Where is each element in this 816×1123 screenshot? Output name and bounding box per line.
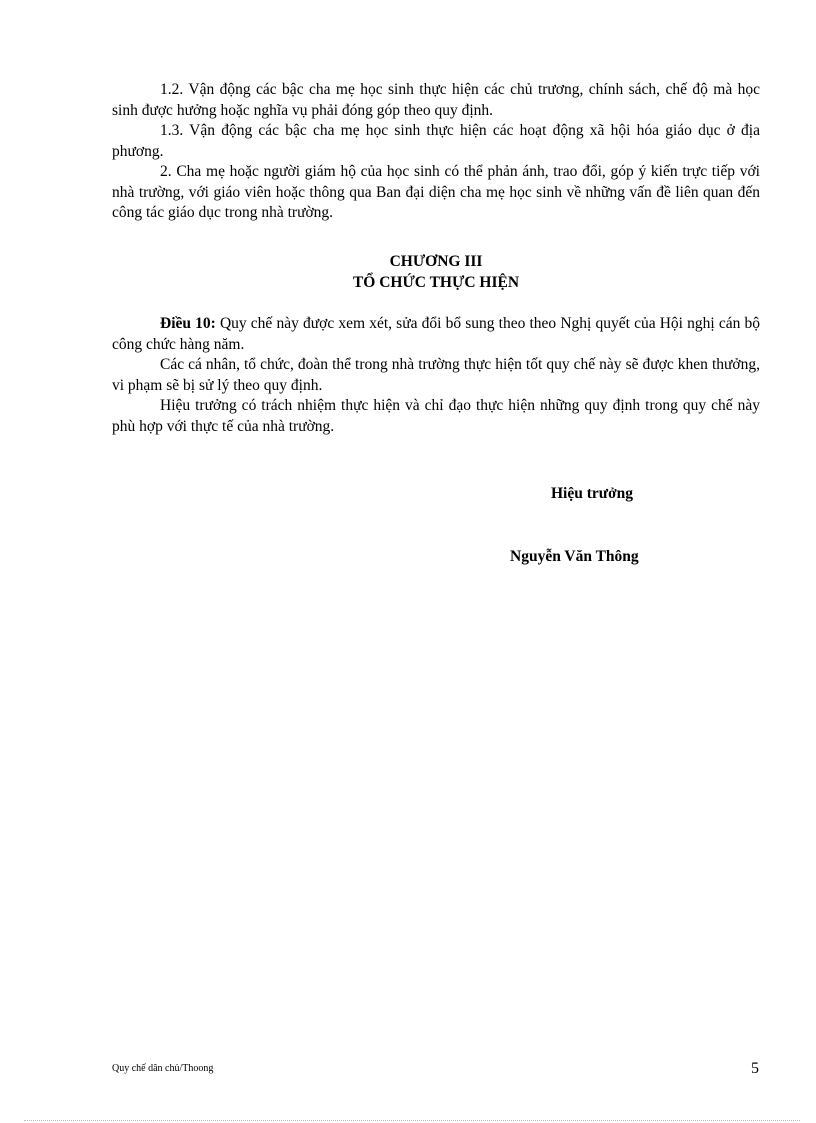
article-paragraph-rewards: Các cá nhân, tổ chức, đoàn thể trong nhà trường thực hiện tốt quy chế này sẽ được khen thưởng, vi phạm sẽ bị sử lý theo quy định.: [112, 356, 760, 394]
paragraph-1-3: 1.3. Vận động các bậc cha mẹ học sinh thực hiện các hoạt động xã hội hóa giáo dục ở địa phương.: [112, 122, 760, 160]
article-paragraph-responsibility: Hiệu trưởng có trách nhiệm thực hiện và chỉ đạo thực hiện những quy định trong quy chế này phù hợp với thực tế của nhà trường.: [112, 397, 760, 435]
article-label: Điều 10:: [160, 315, 216, 332]
article-10-section: [112, 314, 760, 437]
chapter-title: TỔ CHỨC THỰC HIỆN: [352, 274, 520, 291]
footer-document-label: Quy chế dân chủ/Thoong: [112, 1063, 214, 1074]
intro-section: [112, 80, 760, 224]
page-edge-divider: [24, 1120, 800, 1121]
chapter-number: CHƯƠNG III: [389, 253, 483, 270]
signature-name: Nguyễn Văn Thông: [510, 548, 639, 565]
signature-title: Hiệu trưởng: [551, 485, 634, 502]
article-10-paragraph: [112, 314, 760, 355]
paragraph-1-2: 1.2. Vận động các bậc cha mẹ học sinh thực hiện các chủ trương, chính sách, chế độ mà học sinh được hưởng hoặc nghĩa vụ phải đóng góp theo quy định.: [112, 81, 760, 119]
article-text: Quy chế này được xem xét, sửa đổi bổ sung theo theo Nghị quyết của Hội nghị cán bộ công chức hàng năm.: [112, 315, 760, 353]
page-number: 5: [751, 1060, 759, 1077]
paragraph-2: 2. Cha mẹ hoặc người giám hộ của học sinh có thể phản ánh, trao đổi, góp ý kiến trực tiếp với nhà trường, với giáo viên hoặc thông qua Ban đại diện cha mẹ học sinh về những vấn đề liên quan đến công tác giáo dục trong nhà trường.: [112, 163, 760, 221]
